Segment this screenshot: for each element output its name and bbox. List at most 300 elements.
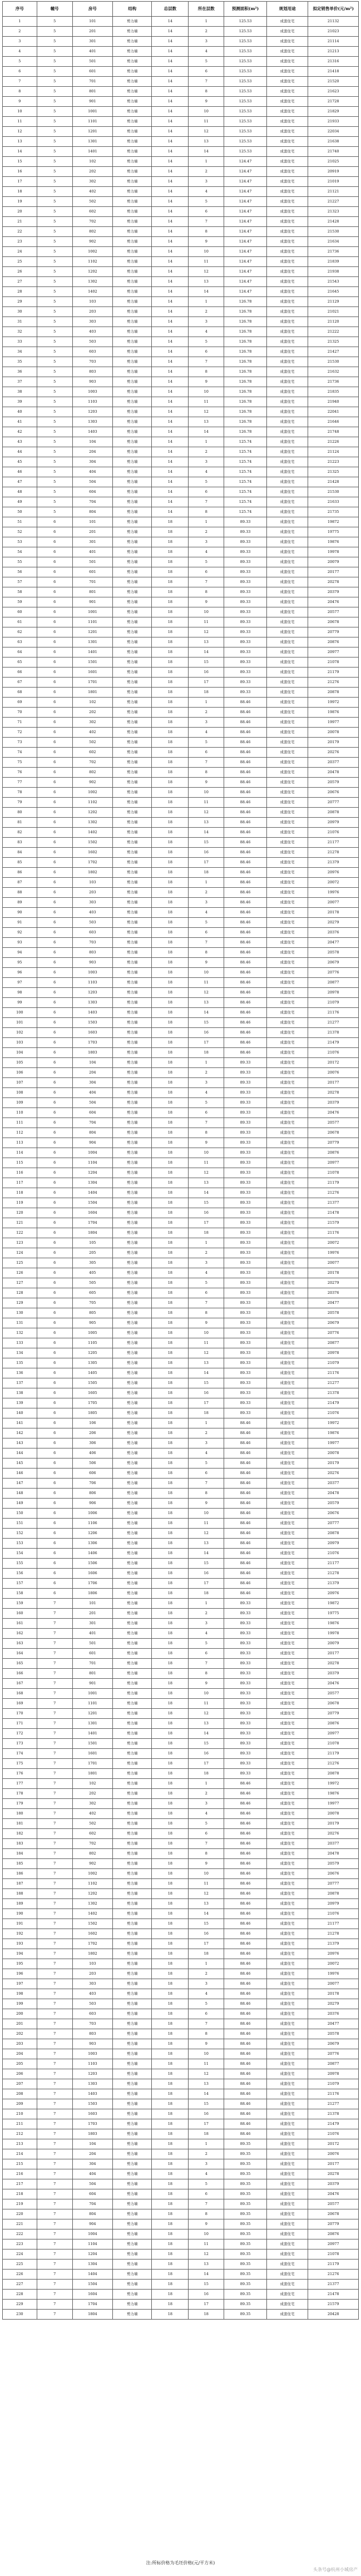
cell-room: 1401 [72, 1729, 112, 1739]
table-row [3, 1719, 359, 1729]
cell-unit-price: 20777 [308, 1519, 359, 1529]
cell-structure: 剪力墙 [113, 828, 152, 838]
cell-building: 7 [37, 1899, 72, 1909]
cell-total-floors: 18 [152, 1448, 189, 1458]
table-row [3, 858, 359, 868]
cell-structure: 剪力墙 [113, 1959, 152, 1969]
cell-structure: 剪力墙 [113, 157, 152, 167]
cell-structure: 剪力墙 [113, 1088, 152, 1098]
cell-floor: 1 [189, 517, 224, 527]
cell-area: 89.33 [224, 1258, 267, 1268]
cell-use: 成套住宅 [266, 918, 308, 928]
cell-room: 1002 [72, 788, 112, 798]
cell-index: 46 [3, 467, 37, 477]
cell-unit-price: 20679 [308, 2039, 359, 2049]
cell-total-floors: 18 [152, 1258, 189, 1268]
cell-unit-price: 21132 [308, 17, 359, 27]
cell-area: 88.46 [224, 1428, 267, 1438]
cell-total-floors: 18 [152, 1889, 189, 1899]
cell-area: 125.74 [224, 487, 267, 497]
cell-room: 302 [72, 1799, 112, 1809]
cell-building: 6 [37, 1278, 72, 1288]
cell-room: 103 [72, 878, 112, 888]
cell-structure: 剪力墙 [113, 117, 152, 127]
cell-unit-price: 19976 [308, 1969, 359, 1979]
cell-use: 成套住宅 [266, 547, 308, 557]
table-row [3, 397, 359, 407]
cell-structure: 剪力墙 [113, 97, 152, 107]
cell-total-floors: 18 [152, 1709, 189, 1719]
cell-total-floors: 18 [152, 657, 189, 668]
cell-room: 1204 [72, 2249, 112, 2259]
cell-floor: 9 [189, 958, 224, 968]
cell-total-floors: 18 [152, 858, 189, 868]
cell-index: 64 [3, 647, 37, 657]
cell-floor: 2 [189, 1789, 224, 1799]
cell-floor: 2 [189, 447, 224, 457]
cell-use: 成套住宅 [266, 417, 308, 427]
cell-building: 6 [37, 1438, 72, 1448]
cell-structure: 剪力墙 [113, 67, 152, 77]
cell-building: 6 [37, 1018, 72, 1028]
cell-index: 34 [3, 347, 37, 357]
cell-room: 203 [72, 1969, 112, 1979]
cell-floor: 13 [189, 1539, 224, 1549]
cell-area: 125.74 [224, 477, 267, 487]
cell-total-floors: 18 [152, 2099, 189, 2109]
cell-index: 173 [3, 1739, 37, 1749]
cell-total-floors: 14 [152, 97, 189, 107]
cell-area: 88.46 [224, 968, 267, 978]
cell-unit-price: 20579 [308, 778, 359, 788]
cell-building: 6 [37, 1308, 72, 1318]
cell-floor: 8 [189, 1669, 224, 1679]
cell-index: 58 [3, 587, 37, 597]
cell-unit-price: 21378 [308, 1028, 359, 1038]
table-row [3, 367, 359, 377]
table-row [3, 247, 359, 257]
cell-area: 88.46 [224, 1849, 267, 1859]
cell-unit-price: 21933 [308, 117, 359, 127]
cell-use: 成套住宅 [266, 627, 308, 637]
cell-area: 88.46 [224, 1499, 267, 1509]
cell-room: 301 [72, 1619, 112, 1629]
cell-use: 成套住宅 [266, 878, 308, 888]
cell-use: 成套住宅 [266, 587, 308, 597]
cell-unit-price: 20477 [308, 2019, 359, 2029]
cell-index: 201 [3, 2019, 37, 2029]
cell-building: 7 [37, 2109, 72, 2119]
cell-use: 成套住宅 [266, 477, 308, 487]
cell-index: 178 [3, 1789, 37, 1799]
cell-area: 124.47 [224, 287, 267, 297]
cell-unit-price: 20072 [308, 1959, 359, 1969]
cell-unit-price: 21277 [308, 1378, 359, 1388]
cell-floor: 12 [189, 627, 224, 637]
cell-area: 88.46 [224, 1038, 267, 1048]
cell-area: 89.33 [224, 607, 267, 617]
cell-area: 88.46 [224, 848, 267, 858]
table-row [3, 2179, 359, 2189]
cell-area: 89.33 [224, 1368, 267, 1378]
cell-area: 89.33 [224, 567, 267, 577]
cell-room: 1803 [72, 2129, 112, 2139]
cell-floor: 8 [189, 1849, 224, 1859]
cell-area: 88.46 [224, 908, 267, 918]
cell-floor: 7 [189, 2199, 224, 2209]
cell-use: 成套住宅 [266, 1639, 308, 1649]
cell-total-floors: 18 [152, 2169, 189, 2179]
cell-index: 42 [3, 427, 37, 437]
cell-floor: 8 [189, 587, 224, 597]
table-row [3, 708, 359, 718]
cell-room: 406 [72, 1448, 112, 1458]
cell-structure: 剪力墙 [113, 487, 152, 497]
cell-building: 6 [37, 788, 72, 798]
cell-unit-price: 20172 [308, 1058, 359, 1068]
cell-index: 86 [3, 868, 37, 878]
cell-structure: 剪力墙 [113, 2009, 152, 2019]
cell-unit-price: 20979 [308, 1539, 359, 1549]
cell-use: 成套住宅 [266, 1198, 308, 1208]
cell-floor: 13 [189, 277, 224, 287]
cell-structure: 剪力墙 [113, 1909, 152, 1919]
cell-structure: 剪力墙 [113, 698, 152, 708]
table-row [3, 457, 359, 467]
cell-index: 28 [3, 287, 37, 297]
cell-index: 112 [3, 1128, 37, 1138]
cell-building: 5 [37, 267, 72, 277]
cell-index: 4 [3, 47, 37, 57]
cell-unit-price: 21940 [308, 397, 359, 407]
cell-room: 702 [72, 758, 112, 768]
cell-unit-price: 20577 [308, 1689, 359, 1699]
cell-room: 1701 [72, 1759, 112, 1769]
cell-use: 成套住宅 [266, 47, 308, 57]
table-row [3, 1318, 359, 1328]
cell-floor: 18 [189, 2129, 224, 2139]
cell-area: 89.35 [224, 2239, 267, 2249]
cell-total-floors: 18 [152, 808, 189, 818]
cell-total-floors: 18 [152, 1388, 189, 1398]
cell-unit-price: 21076 [308, 1048, 359, 1058]
cell-unit-price: 21176 [308, 1008, 359, 1018]
cell-unit-price: 20179 [308, 1458, 359, 1469]
cell-structure: 剪力墙 [113, 848, 152, 858]
cell-building: 6 [37, 798, 72, 808]
cell-total-floors: 18 [152, 1789, 189, 1799]
cell-index: 23 [3, 237, 37, 247]
cell-area: 124.47 [224, 257, 267, 267]
cell-building: 6 [37, 938, 72, 948]
cell-unit-price: 20678 [308, 1128, 359, 1138]
cell-floor: 2 [189, 888, 224, 898]
cell-floor: 16 [189, 1569, 224, 1579]
cell-structure: 剪力墙 [113, 657, 152, 668]
cell-index: 132 [3, 1328, 37, 1338]
cell-total-floors: 18 [152, 1248, 189, 1258]
cell-floor: 5 [189, 557, 224, 567]
cell-floor: 8 [189, 948, 224, 958]
cell-building: 5 [37, 167, 72, 177]
cell-building: 5 [37, 427, 72, 437]
cell-use: 成套住宅 [266, 597, 308, 607]
cell-floor: 2 [189, 167, 224, 177]
cell-unit-price: 21427 [308, 347, 359, 357]
cell-structure: 剪力墙 [113, 1809, 152, 1819]
cell-floor: 16 [189, 2290, 224, 2300]
table-row [3, 938, 359, 948]
cell-total-floors: 18 [152, 1408, 189, 1418]
cell-area: 89.33 [224, 587, 267, 597]
cell-use: 成套住宅 [266, 1559, 308, 1569]
cell-area: 125.74 [224, 457, 267, 467]
cell-index: 211 [3, 2119, 37, 2129]
cell-floor: 9 [189, 2039, 224, 2049]
table-row [3, 1228, 359, 1238]
cell-building: 7 [37, 1709, 72, 1719]
cell-structure: 剪力墙 [113, 2179, 152, 2189]
cell-room: 1404 [72, 2270, 112, 2280]
cell-total-floors: 14 [152, 347, 189, 357]
cell-structure: 剪力墙 [113, 1479, 152, 1489]
cell-building: 5 [37, 67, 72, 77]
cell-unit-price: 20076 [308, 2149, 359, 2159]
cell-structure: 剪力墙 [113, 1799, 152, 1809]
cell-use: 成套住宅 [266, 1849, 308, 1859]
cell-floor: 11 [189, 2239, 224, 2249]
cell-index: 38 [3, 387, 37, 397]
cell-floor: 3 [189, 537, 224, 547]
cell-unit-price: 22034 [308, 127, 359, 137]
cell-structure: 剪力墙 [113, 788, 152, 798]
cell-index: 217 [3, 2179, 37, 2189]
cell-floor: 13 [189, 1178, 224, 1188]
cell-area: 89.33 [224, 1218, 267, 1228]
table-row [3, 437, 359, 447]
cell-room: 1302 [72, 277, 112, 287]
cell-index: 203 [3, 2039, 37, 2049]
cell-structure: 剪力墙 [113, 1969, 152, 1979]
cell-area: 125.53 [224, 107, 267, 117]
cell-floor: 13 [189, 2079, 224, 2089]
cell-total-floors: 14 [152, 337, 189, 347]
cell-building: 6 [37, 547, 72, 557]
cell-unit-price: 20777 [308, 798, 359, 808]
cell-room: 1704 [72, 1218, 112, 1228]
cell-index: 1 [3, 17, 37, 27]
cell-use: 成套住宅 [266, 728, 308, 738]
cell-building: 5 [37, 197, 72, 207]
cell-use: 成套住宅 [266, 267, 308, 277]
cell-use: 成套住宅 [266, 1999, 308, 2009]
cell-total-floors: 14 [152, 297, 189, 307]
cell-floor: 3 [189, 1438, 224, 1448]
cell-floor: 7 [189, 1479, 224, 1489]
cell-floor: 8 [189, 367, 224, 377]
cell-floor: 8 [189, 1308, 224, 1318]
cell-room: 304 [72, 457, 112, 467]
cell-floor: 5 [189, 1098, 224, 1108]
cell-building: 6 [37, 778, 72, 788]
table-row [3, 427, 359, 437]
cell-unit-price: 21632 [308, 367, 359, 377]
cell-structure: 剪力墙 [113, 1699, 152, 1709]
cell-building: 5 [37, 307, 72, 317]
cell-area: 88.46 [224, 2089, 267, 2099]
cell-floor: 5 [189, 738, 224, 748]
cell-building: 6 [37, 1208, 72, 1218]
cell-use: 成套住宅 [266, 2129, 308, 2139]
cell-building: 6 [37, 537, 72, 547]
cell-room: 1004 [72, 1148, 112, 1158]
cell-total-floors: 18 [152, 798, 189, 808]
cell-building: 6 [37, 1048, 72, 1058]
cell-unit-price: 20178 [308, 1268, 359, 1278]
cell-room: 901 [72, 97, 112, 107]
cell-total-floors: 18 [152, 2109, 189, 2119]
cell-use: 成套住宅 [266, 2199, 308, 2209]
cell-total-floors: 14 [152, 37, 189, 47]
cell-floor: 6 [189, 347, 224, 357]
cell-building: 7 [37, 1749, 72, 1759]
cell-room: 303 [72, 898, 112, 908]
cell-area: 89.33 [224, 678, 267, 688]
cell-structure: 剪力墙 [113, 2290, 152, 2300]
cell-use: 成套住宅 [266, 317, 308, 327]
cell-structure: 剪力墙 [113, 167, 152, 177]
cell-structure: 剪力墙 [113, 2270, 152, 2280]
table-row [3, 1909, 359, 1919]
cell-use: 成套住宅 [266, 167, 308, 177]
cell-area: 124.47 [224, 167, 267, 177]
cell-room: 1402 [72, 1909, 112, 1919]
cell-building: 5 [37, 177, 72, 187]
cell-area: 89.33 [224, 1228, 267, 1238]
cell-area: 125.53 [224, 147, 267, 157]
cell-unit-price: 19775 [308, 1609, 359, 1619]
table-row [3, 1579, 359, 1589]
cell-index: 222 [3, 2229, 37, 2239]
cell-total-floors: 18 [152, 768, 189, 778]
cell-floor: 14 [189, 147, 224, 157]
cell-use: 成套住宅 [266, 2219, 308, 2229]
cell-index: 146 [3, 1469, 37, 1479]
cell-unit-price: 21277 [308, 1018, 359, 1028]
cell-structure: 剪力墙 [113, 1779, 152, 1789]
cell-unit-price: 20279 [308, 918, 359, 928]
cell-use: 成套住宅 [266, 1418, 308, 1428]
table-row [3, 1789, 359, 1799]
cell-index: 167 [3, 1679, 37, 1689]
cell-area: 88.46 [224, 1949, 267, 1959]
table-row [3, 1769, 359, 1779]
cell-structure: 剪力墙 [113, 257, 152, 267]
table-row [3, 1128, 359, 1138]
cell-building: 6 [37, 838, 72, 848]
cell-floor: 1 [189, 1238, 224, 1248]
cell-total-floors: 18 [152, 1068, 189, 1078]
cell-index: 156 [3, 1569, 37, 1579]
cell-area: 124.47 [224, 277, 267, 287]
cell-building: 6 [37, 668, 72, 678]
table-row [3, 2199, 359, 2209]
table-row [3, 187, 359, 197]
cell-use: 成套住宅 [266, 1949, 308, 1959]
cell-index: 55 [3, 557, 37, 567]
cell-use: 成套住宅 [266, 307, 308, 317]
cell-floor: 3 [189, 718, 224, 728]
cell-unit-price: 20379 [308, 2179, 359, 2189]
cell-unit-price: 19972 [308, 698, 359, 708]
table-row [3, 768, 359, 778]
cell-total-floors: 18 [152, 1699, 189, 1709]
cell-total-floors: 18 [152, 988, 189, 998]
cell-building: 6 [37, 988, 72, 998]
cell-room: 1003 [72, 968, 112, 978]
cell-area: 88.46 [224, 728, 267, 738]
cell-area: 89.33 [224, 1128, 267, 1138]
cell-area: 125.53 [224, 47, 267, 57]
cell-total-floors: 14 [152, 427, 189, 437]
cell-index: 133 [3, 1338, 37, 1348]
cell-unit-price: 20676 [308, 788, 359, 798]
cell-floor: 18 [189, 688, 224, 698]
cell-building: 6 [37, 1559, 72, 1569]
cell-room: 1601 [72, 668, 112, 678]
cell-index: 5 [3, 57, 37, 67]
cell-area: 89.35 [224, 2290, 267, 2300]
cell-building: 6 [37, 1118, 72, 1128]
cell-area: 89.35 [224, 2270, 267, 2280]
cell-unit-price: 21478 [308, 2290, 359, 2300]
cell-building: 6 [37, 1509, 72, 1519]
cell-use: 成套住宅 [266, 297, 308, 307]
cell-total-floors: 18 [152, 1689, 189, 1699]
cell-total-floors: 18 [152, 948, 189, 958]
cell-area: 88.46 [224, 778, 267, 788]
cell-floor: 12 [189, 2249, 224, 2259]
cell-floor: 1 [189, 1959, 224, 1969]
cell-use: 成套住宅 [266, 1328, 308, 1338]
cell-unit-price: 20679 [308, 1318, 359, 1328]
table-row [3, 868, 359, 878]
cell-index: 187 [3, 1879, 37, 1889]
cell-area: 88.46 [224, 798, 267, 808]
table-row [3, 1078, 359, 1088]
cell-building: 5 [37, 87, 72, 97]
cell-room: 1301 [72, 1719, 112, 1729]
cell-unit-price: 21938 [308, 267, 359, 277]
cell-structure: 剪力墙 [113, 678, 152, 688]
cell-floor: 6 [189, 1829, 224, 1839]
cell-total-floors: 18 [152, 2189, 189, 2199]
cell-area: 88.46 [224, 1549, 267, 1559]
cell-building: 6 [37, 1128, 72, 1138]
cell-area: 88.46 [224, 2049, 267, 2059]
cell-total-floors: 18 [152, 1609, 189, 1619]
cell-floor: 2 [189, 1248, 224, 1258]
cell-unit-price: 20877 [308, 1338, 359, 1348]
table-row [3, 557, 359, 567]
cell-building: 5 [37, 227, 72, 237]
cell-room: 604 [72, 2189, 112, 2199]
cell-index: 43 [3, 437, 37, 447]
cell-index: 30 [3, 307, 37, 317]
table-row [3, 1869, 359, 1879]
cell-building: 5 [37, 277, 72, 287]
cell-room: 403 [72, 908, 112, 918]
